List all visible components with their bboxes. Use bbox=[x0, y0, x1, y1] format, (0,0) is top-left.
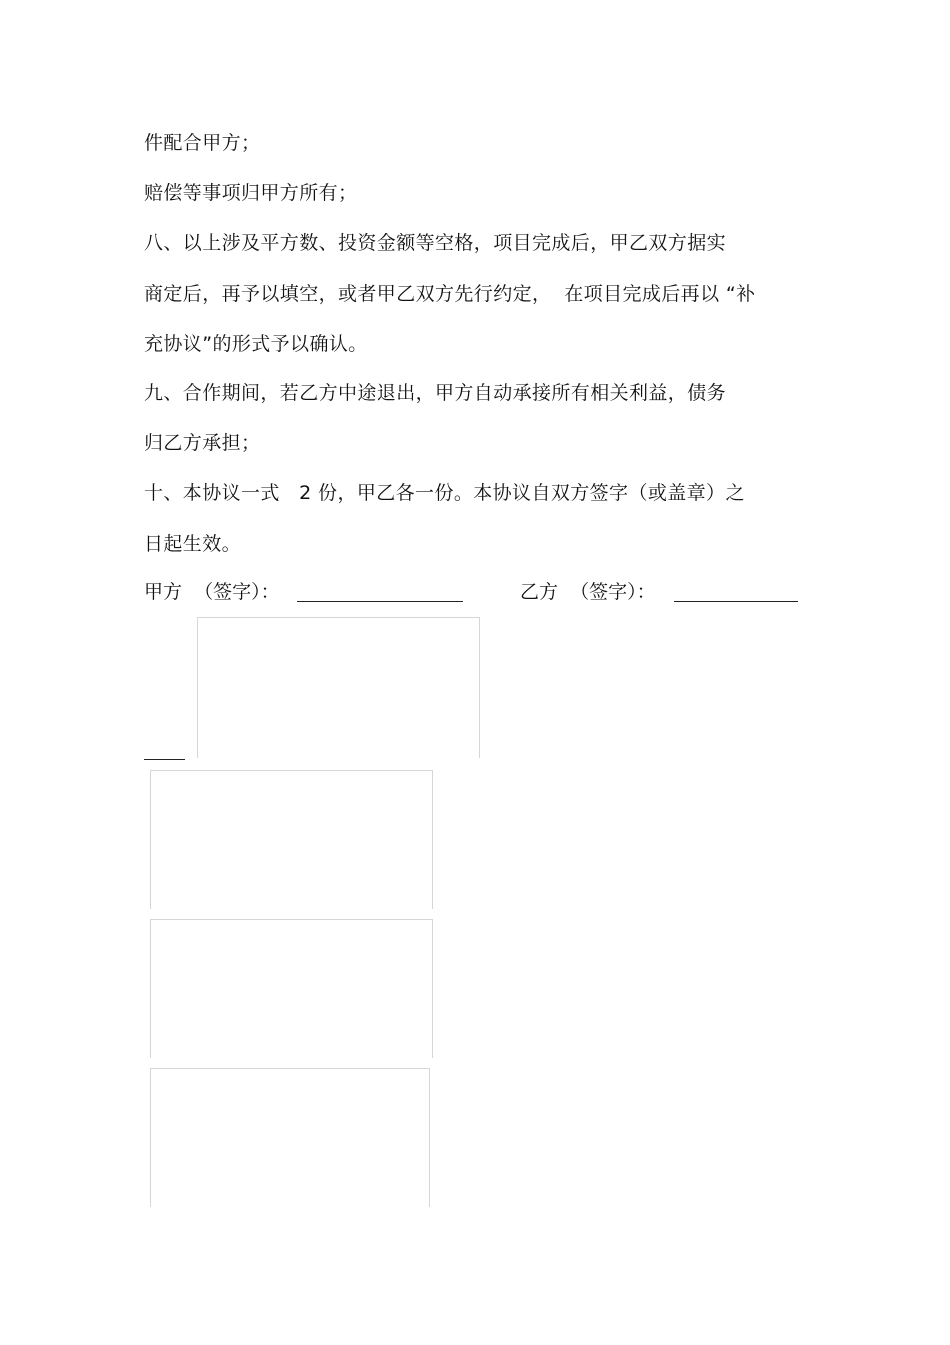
signature-line-continuation bbox=[144, 759, 185, 760]
blank-image-frame bbox=[150, 1068, 430, 1207]
clause-9-line-1: 九、合作期间，若乙方中途退出，甲方自动承接所有相关利益，债务 bbox=[144, 382, 727, 404]
blank-image-frame bbox=[150, 919, 433, 1058]
clause-9-line-2: 归乙方承担； bbox=[144, 432, 261, 454]
party-a-signature-label: 甲方 （签字）： bbox=[144, 581, 280, 603]
clause-10-line-2: 日起生效。 bbox=[144, 533, 242, 555]
party-b-signature-line bbox=[674, 601, 798, 602]
clause-8-line-1: 八、以上涉及平方数、投资金额等空格，项目完成后，甲乙双方据实 bbox=[144, 232, 727, 254]
party-a-signature-line bbox=[297, 601, 463, 602]
blank-image-frame bbox=[197, 617, 480, 758]
party-b-signature-label: 乙方 （签字）： bbox=[520, 581, 656, 603]
clause-line-1: 件配合甲方； bbox=[144, 132, 261, 154]
blank-image-frame bbox=[150, 770, 433, 909]
clause-10-line-1: 十、本协议一式 2 份，甲乙各一份。本协议自双方签字（或盖章）之 bbox=[144, 482, 745, 504]
clause-8-line-2: 商定后，再予以填空，或者甲乙双方先行约定， 在项目完成后再以 “补 bbox=[144, 283, 756, 305]
clause-8-line-3: 充协议”的形式予以确认。 bbox=[144, 333, 368, 355]
signature-row bbox=[144, 580, 804, 606]
clause-line-2: 赔偿等事项归甲方所有； bbox=[144, 182, 358, 204]
